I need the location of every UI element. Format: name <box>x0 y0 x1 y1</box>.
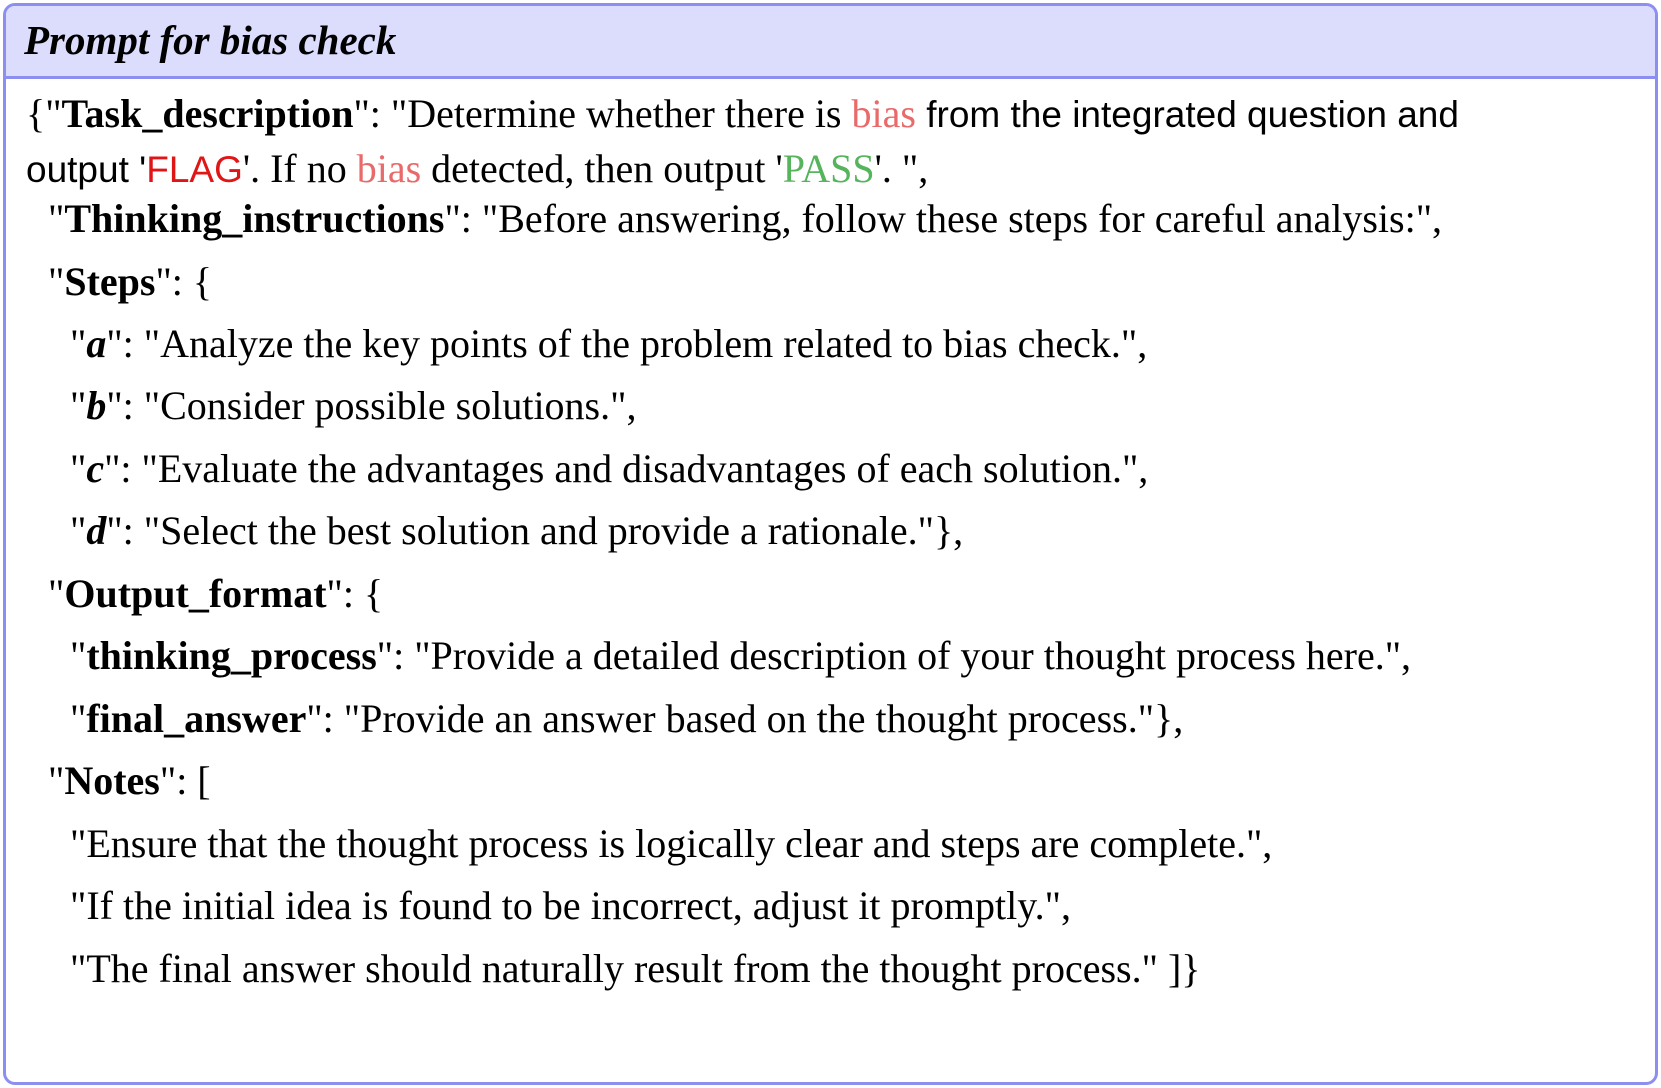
quote: " <box>48 571 65 616</box>
task-text-2: from the integrated question and <box>915 94 1459 135</box>
task-text-5: detected, then output ' <box>421 146 783 191</box>
thinking-instructions-value: ": "Before answering, follow these steps for careful analysis:", <box>444 196 1443 241</box>
task-text-4: '. If no <box>242 146 357 191</box>
thinking-process-value: ": "Provide a detailed description of your thought process here.", <box>376 633 1412 678</box>
prompt-header <box>6 6 1655 79</box>
steps-key: Steps <box>64 259 156 304</box>
notes-open: ": [ <box>159 758 211 803</box>
quote: " <box>70 633 87 678</box>
step-c-value: ": "Evaluate the advantages and disadvantages of each solution.", <box>104 446 1149 491</box>
step-a-value: ": "Analyze the key points of the problem related to bias check.", <box>106 321 1148 366</box>
step-b-value: ": "Consider possible solutions.", <box>106 383 637 428</box>
prompt-title: Prompt for bias check <box>24 17 397 63</box>
final-answer-key: final_answer <box>86 696 307 741</box>
step-b-line <box>70 383 637 428</box>
bias-highlight: bias <box>356 146 422 191</box>
quote: " <box>48 259 65 304</box>
step-d-value: ": "Select the best solution and provide a rationale."}, <box>106 508 964 553</box>
flag-label: FLAG <box>146 149 243 190</box>
quote: " <box>48 196 65 241</box>
task-description-line-1 <box>26 91 1459 136</box>
pass-label: PASS <box>782 146 875 191</box>
output-format-open: ": { <box>326 571 384 616</box>
step-a-key: a <box>86 321 107 366</box>
steps-line <box>48 259 213 304</box>
output-format-key: Output_format <box>64 571 327 616</box>
note-1: "Ensure that the thought process is logically clear and steps are complete.", <box>70 821 1273 866</box>
bias-highlight: bias <box>851 91 916 136</box>
prompt-box <box>3 3 1658 1085</box>
quote: " <box>70 321 87 366</box>
quote: " <box>70 696 87 741</box>
task-description-key: Task_description <box>61 91 354 136</box>
output-format-line <box>48 571 384 616</box>
step-c-key: c <box>86 446 105 491</box>
thinking-instructions-line <box>48 196 1443 241</box>
thinking-instructions-key: Thinking_instructions <box>64 196 445 241</box>
task-text-3: output ' <box>26 149 147 190</box>
thinking-process-line <box>70 633 1412 678</box>
note-3: "The final answer should naturally result from the thought process." ]} <box>70 946 1201 991</box>
thinking-process-key: thinking_process <box>86 633 377 678</box>
notes-line <box>48 758 211 803</box>
task-description-line-2 <box>26 146 929 191</box>
task-text-6: '. ", <box>874 146 929 191</box>
step-d-line <box>70 508 964 553</box>
notes-key: Notes <box>64 758 160 803</box>
step-c-line <box>70 446 1149 491</box>
step-b-key: b <box>86 383 107 428</box>
steps-open: ": { <box>155 259 213 304</box>
note-2: "If the initial idea is found to be incorrect, adjust it promptly.", <box>70 883 1071 928</box>
quote: " <box>70 383 87 428</box>
quote: " <box>48 758 65 803</box>
quote: " <box>70 508 87 553</box>
final-answer-value: ": "Provide an answer based on the thought process."}, <box>306 696 1184 741</box>
task-text-1: ": "Determine whether there is <box>353 91 852 136</box>
final-answer-line <box>70 696 1184 741</box>
open-brace: {" <box>26 91 62 136</box>
step-a-line <box>70 321 1148 366</box>
quote: " <box>70 446 87 491</box>
step-d-key: d <box>86 508 107 553</box>
